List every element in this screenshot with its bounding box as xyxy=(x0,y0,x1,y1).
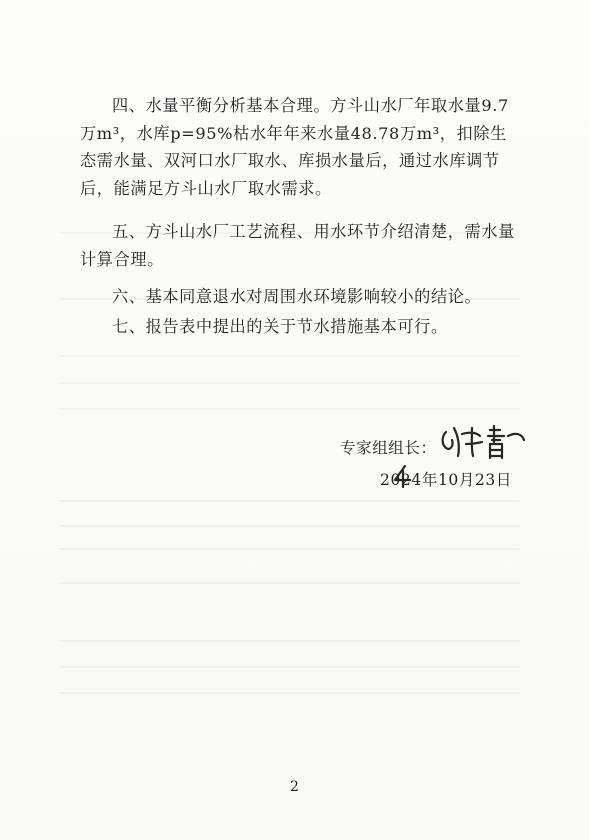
paragraph-four: 四、水量平衡分析基本合理。方斗山水厂年取水量9.7万m³，水库p=95%枯水年年来水量48.78万m³，扣除生态需水量、双河口水厂取水、库损水量后，通过水库调节后，能满足方斗山水厂取水需求。 xyxy=(80,96,509,198)
bleed-through-line xyxy=(60,408,520,410)
bleed-through-line xyxy=(60,355,520,357)
paragraph-six: 六、基本同意退水对周围水环境影响较小的结论。 xyxy=(112,287,482,306)
bleed-through-line xyxy=(60,692,520,694)
handwritten-digit-correction xyxy=(388,463,414,489)
bleed-through-line xyxy=(60,666,520,668)
bleed-through-line xyxy=(60,640,520,642)
handwritten-signature xyxy=(438,422,530,462)
bleed-through-line xyxy=(60,548,520,550)
bleed-through-line xyxy=(60,500,520,502)
paragraph-seven: 七、报告表中提出的关于节水措施基本可行。 xyxy=(112,317,448,336)
bleed-through-line xyxy=(60,582,520,584)
bleed-through-line xyxy=(60,525,520,527)
page-number: 2 xyxy=(290,779,299,795)
signature-label: 专家组组长： xyxy=(340,439,437,457)
bleed-through-line xyxy=(60,382,520,384)
document-date: 2024年10月23日 xyxy=(380,471,512,489)
paragraph-five: 五、方斗山水厂工艺流程、用水环节介绍清楚，需水量计算合理。 xyxy=(80,222,515,269)
